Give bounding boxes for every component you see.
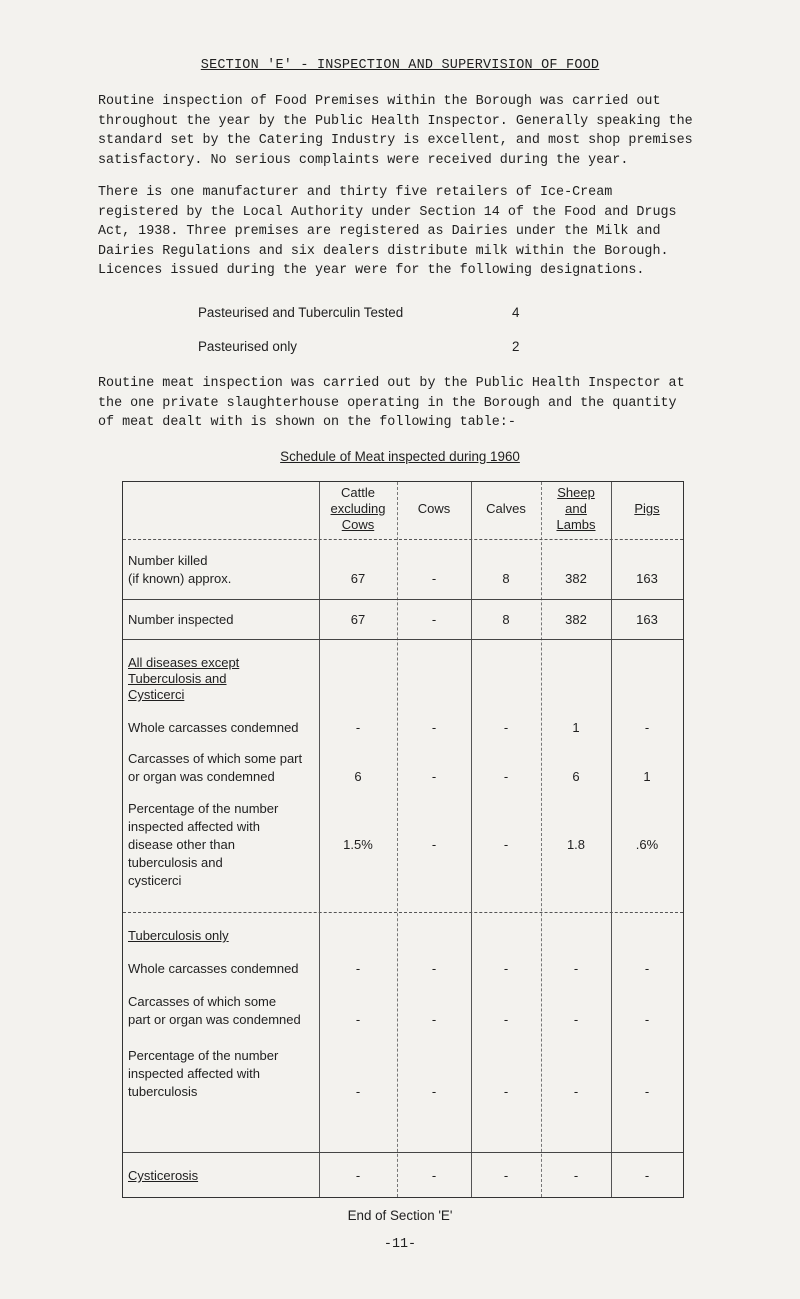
row-label-percentage: inspected affected with: [128, 819, 261, 834]
cell-value: .6%: [635, 837, 659, 852]
row-label-whole-condemned: Whole carcasses condemned: [128, 720, 299, 735]
end-of-section: End of Section 'E': [347, 1208, 453, 1223]
meat-inspection-table: [122, 481, 684, 1198]
row-label-part-condemned: part or organ was condemned: [128, 1012, 301, 1027]
cell-value: -: [355, 1084, 361, 1099]
col-header-cattle: [319, 485, 397, 533]
row-label-percentage: disease other than: [128, 837, 235, 852]
row-divider: [123, 639, 683, 640]
row-label-percentage: tuberculosis: [128, 1084, 198, 1099]
cell-value: 382: [565, 571, 587, 586]
cell-value: -: [503, 1168, 509, 1183]
cell-value: -: [431, 720, 437, 735]
licence-label: Pasteurised and Tuberculin Tested: [198, 305, 404, 320]
col-header-cows: Cows: [417, 501, 451, 516]
cell-value: -: [355, 1168, 361, 1183]
licence-count: 2: [512, 339, 520, 354]
cell-value: 67: [350, 612, 366, 627]
cell-value: 1.5%: [343, 837, 373, 852]
row-divider: [123, 539, 683, 540]
cell-value: -: [503, 961, 509, 976]
col-header-sheep: [541, 485, 611, 533]
cell-value: -: [644, 961, 650, 976]
header-line: Cows: [341, 517, 375, 532]
cell-value: -: [573, 1084, 579, 1099]
header-line: Sheep: [557, 485, 595, 500]
cell-value: -: [431, 769, 437, 784]
cell-value: -: [644, 1084, 650, 1099]
cell-value: 382: [565, 612, 587, 627]
cell-value: -: [503, 1084, 509, 1099]
cell-value: -: [573, 961, 579, 976]
row-divider: [123, 1152, 683, 1153]
cell-value: -: [355, 961, 361, 976]
cell-value: -: [503, 720, 509, 735]
row-label-killed: Number killed: [128, 553, 208, 568]
cell-value: 163: [636, 571, 658, 586]
row-label-part-condemned: or organ was condemned: [128, 769, 275, 784]
row-label-percentage: tuberculosis and: [128, 855, 223, 870]
cell-value: -: [573, 1168, 579, 1183]
row-divider: [123, 599, 683, 600]
section-title-all-diseases: Cysticerci: [128, 687, 185, 702]
cell-value: 163: [636, 612, 658, 627]
row-label-whole-condemned: Whole carcasses condemned: [128, 961, 299, 976]
row-label-percentage: Percentage of the number: [128, 1048, 279, 1063]
cell-value: -: [431, 1012, 437, 1027]
cell-value: -: [431, 961, 437, 976]
paragraph-food-premises: Routine inspection of Food Premises within the Borough was carried out throughout the year by the Public Health Inspector. Generally speaking the standard set by the Catering Industry is excellent, and most shop premises satisfactory. No serious complaints were received during the year.: [98, 94, 693, 168]
section-heading: SECTION 'E' - INSPECTION AND SUPERVISION OF FOOD: [200, 58, 600, 73]
cell-value: -: [431, 837, 437, 852]
row-label-percentage: inspected affected with: [128, 1066, 261, 1081]
row-label-cysticerosis: Cysticerosis: [128, 1168, 199, 1183]
cell-value: 8: [502, 612, 510, 627]
paragraph-meat-inspection: Routine meat inspection was carried out by the Public Health Inspector at the one private slaughterhouse operating in the Borough and the quantity of meat dealt with is shown on the following table:-: [98, 376, 685, 430]
cell-value: 6: [572, 769, 580, 784]
section-title-tuberculosis: Tuberculosis only: [128, 928, 229, 943]
cell-value: 8: [502, 571, 510, 586]
section-title-all-diseases: Tuberculosis and: [128, 671, 227, 686]
cell-value: -: [503, 769, 509, 784]
row-label-percentage: Percentage of the number: [128, 801, 279, 816]
row-label-killed-note: (if known) approx.: [128, 571, 232, 586]
header-line: Cattle: [341, 485, 375, 500]
row-divider: [123, 912, 683, 913]
header-line: Lambs: [556, 517, 596, 532]
cell-value: -: [644, 1168, 650, 1183]
cell-value: -: [431, 1168, 437, 1183]
cell-value: 1: [572, 720, 580, 735]
cell-value: -: [355, 720, 361, 735]
schedule-title: Schedule of Meat inspected during 1960: [280, 449, 520, 464]
header-line: and: [565, 501, 587, 516]
cell-value: -: [573, 1012, 579, 1027]
licence-count: 4: [512, 305, 520, 320]
section-title-all-diseases: All diseases except: [128, 655, 240, 670]
cell-value: 67: [350, 571, 366, 586]
row-label-percentage: cysticerci: [128, 873, 182, 888]
header-line: excluding: [330, 501, 386, 516]
col-header-pigs: Pigs: [634, 501, 660, 516]
row-label-inspected: Number inspected: [128, 612, 234, 627]
cell-value: -: [431, 612, 437, 627]
cell-value: -: [644, 720, 650, 735]
cell-value: 6: [354, 769, 362, 784]
cell-value: -: [355, 1012, 361, 1027]
cell-value: -: [431, 1084, 437, 1099]
cell-value: 1: [643, 769, 651, 784]
paragraph-ice-cream-dairies: There is one manufacturer and thirty five retailers of Ice-Cream registered by the Local Authority under Section 14 of the Food and Drugs Act, 1938. Three premises are registered as Dairies under the Milk and Dairies Regulations and six dealers distribute milk within the Borough. Licences issued during the year were for the following designations.: [98, 185, 677, 278]
page-number: -11-: [383, 1237, 417, 1252]
cell-value: -: [644, 1012, 650, 1027]
cell-value: -: [503, 837, 509, 852]
cell-value: -: [431, 571, 437, 586]
cell-value: 1.8: [566, 837, 586, 852]
row-label-part-condemned: Carcasses of which some part: [128, 751, 303, 766]
licence-label: Pasteurised only: [198, 339, 297, 354]
cell-value: -: [503, 1012, 509, 1027]
row-label-part-condemned: Carcasses of which some: [128, 994, 277, 1009]
col-header-calves: Calves: [486, 501, 526, 516]
